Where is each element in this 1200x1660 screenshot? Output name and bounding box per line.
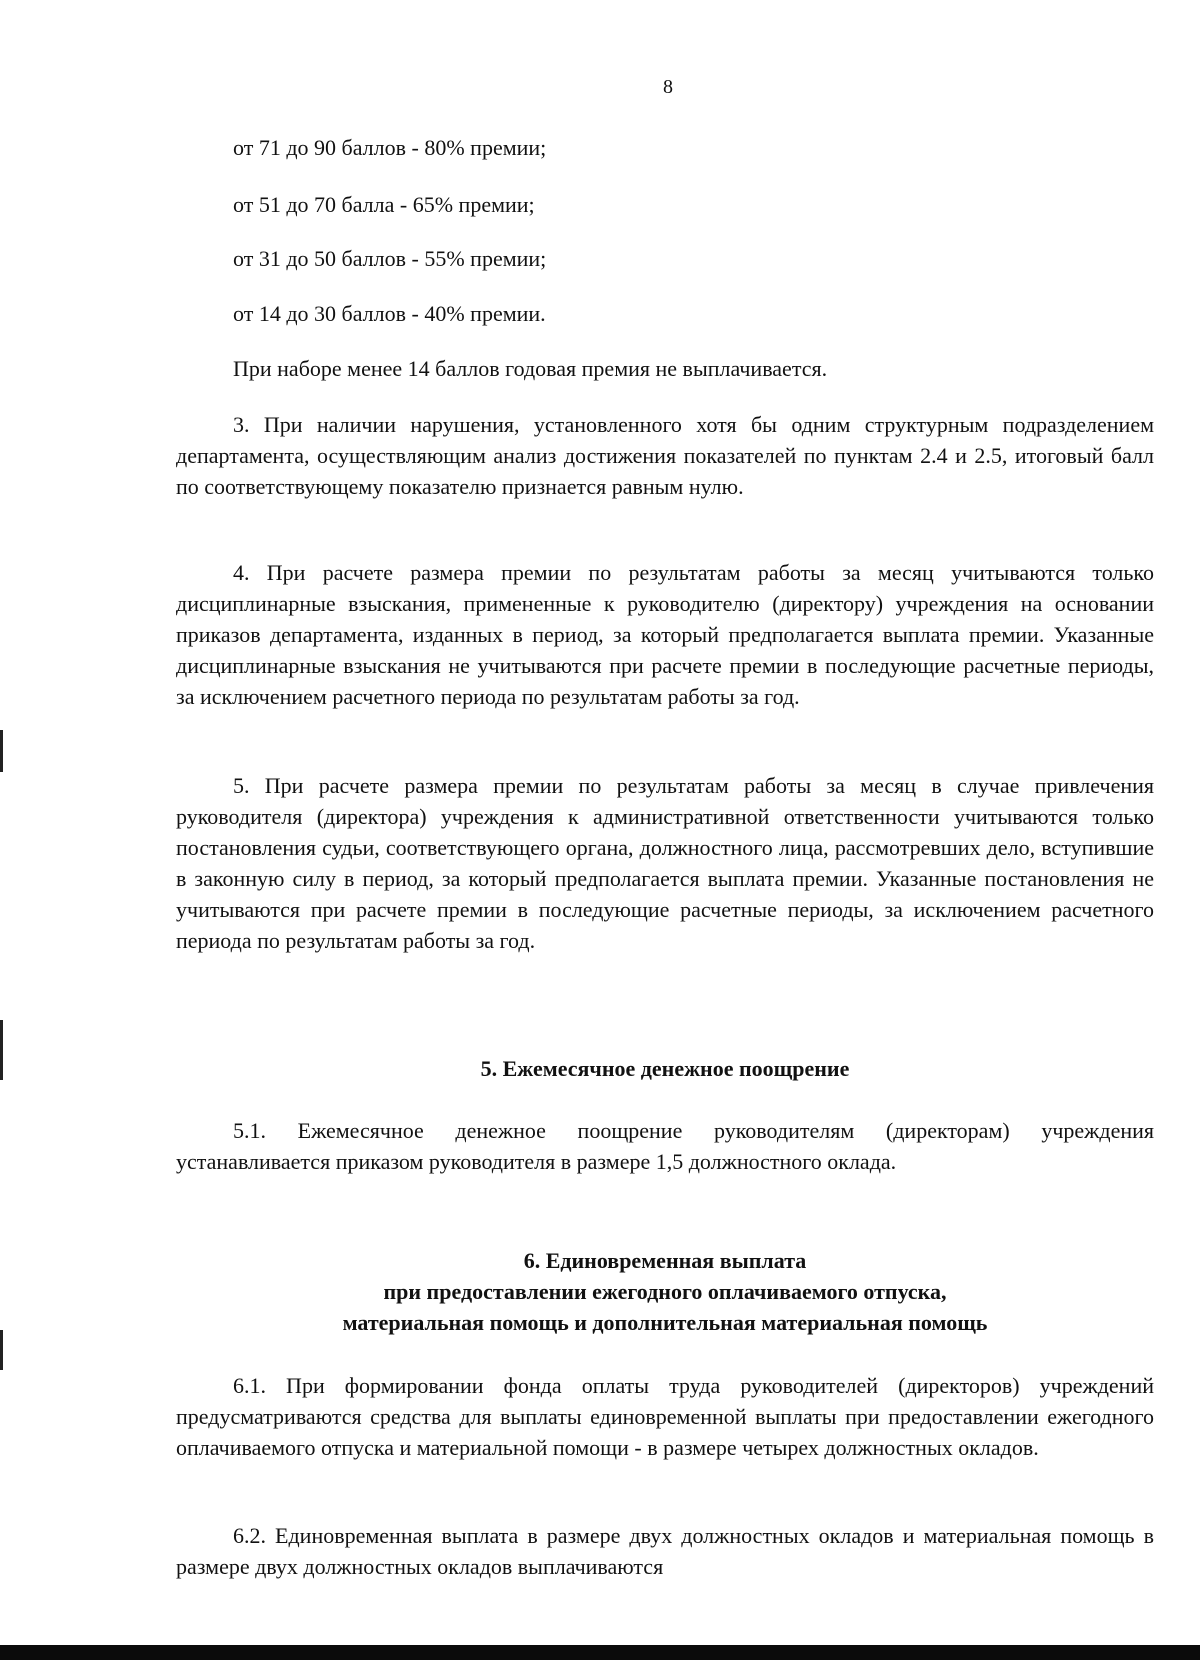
- scan-edge-mark: [0, 730, 3, 772]
- score-line-71-90: от 71 до 90 баллов - 80% премии;: [233, 135, 547, 160]
- page-number: 8: [663, 76, 673, 98]
- score-line-14-30: от 14 до 30 баллов - 40% премии.: [233, 301, 546, 326]
- paragraph-5-1: 5.1. Ежемесячное денежное поощрение руководителям (директорам) учреждения устанавливается приказом руководителя в размере 1,5 должностного оклада.: [176, 1118, 1154, 1174]
- scan-bottom-edge: [0, 1645, 1200, 1660]
- section-6-heading-line-3: материальная помощь и дополнительная материальная помощь: [342, 1310, 988, 1335]
- section-6-heading-line-2: при предоставлении ежегодного оплачиваемого отпуска,: [383, 1279, 947, 1304]
- no-bonus-note: При наборе менее 14 баллов годовая премия не выплачивается.: [233, 356, 828, 381]
- section-5-heading: 5. Ежемесячное денежное поощрение: [480, 1056, 850, 1081]
- paragraph-6-1: 6.1. При формировании фонда оплаты труда руководителей (директоров) учреждений предусматриваются средства для выплаты единовременной выплаты при предоставлении ежегодного оплачиваемого отпуска и материальной помощи - в размере четырех должностных окладов.: [176, 1373, 1154, 1460]
- section-6-heading-line-1: 6. Единовременная выплата: [523, 1248, 807, 1273]
- scan-edge-mark: [0, 1330, 3, 1370]
- scan-edge-mark: [0, 1020, 3, 1080]
- paragraph-5: 5. При расчете размера премии по результатам работы за месяц в случае привлечения руководителя (директора) учреждения к административной ответственности учитываются только постановления судьи, соответствующего органа, должностного лица, рассмотревших дело, вступившие в законную силу в период, за который предполагается выплата премии. Указанные постановления не учитываются при расчете премии в последующие расчетные периоды, за исключением расчетного периода по результатам работы за год.: [176, 773, 1154, 953]
- paragraph-4: 4. При расчете размера премии по результатам работы за месяц учитываются только дисциплинарные взыскания, примененные к руководителю (директору) учреждения на основании приказов департамента, изданных в период, за который предполагается выплата премии. Указанные дисциплинарные взыскания не учитываются при расчете премии в последующие расчетные периоды, за исключением расчетного периода по результатам работы за год.: [176, 560, 1154, 709]
- score-line-51-70: от 51 до 70 балла - 65% премии;: [233, 192, 535, 217]
- paragraph-6-2: 6.2. Единовременная выплата в размере двух должностных окладов и материальная помощь в размере двух должностных окладов выплачиваются: [176, 1523, 1154, 1579]
- score-line-31-50: от 31 до 50 баллов - 55% премии;: [233, 246, 547, 271]
- paragraph-3: 3. При наличии нарушения, установленного хотя бы одним структурным подразделением департамента, осуществляющим анализ достижения показателей по пунктам 2.4 и 2.5, итоговый балл по соответствующему показателю признается равным нулю.: [176, 412, 1154, 499]
- section-6-heading: [176, 1245, 1154, 1338]
